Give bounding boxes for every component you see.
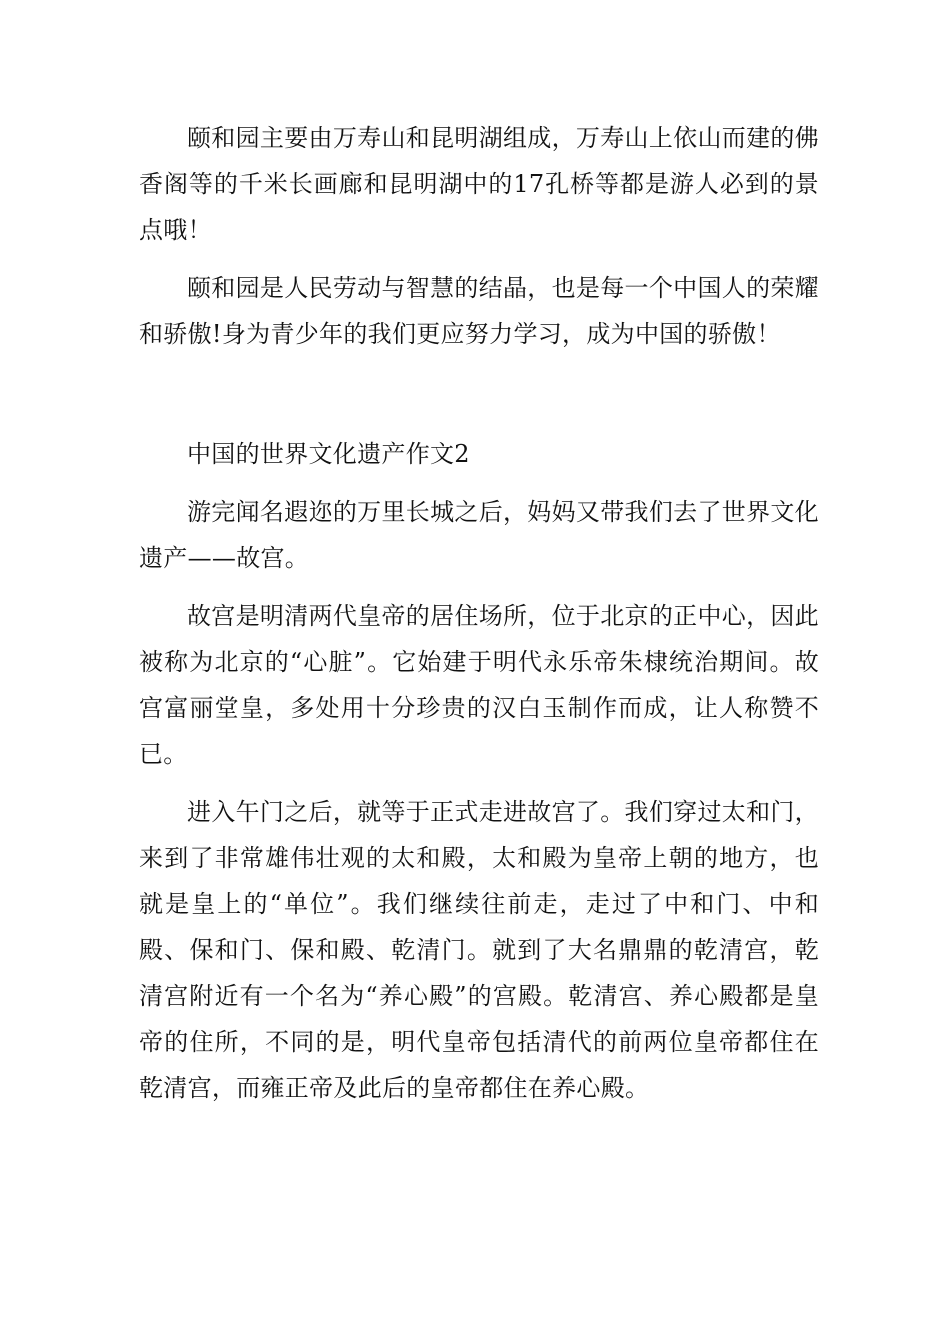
essay-title: 中国的世界文化遗产作文2 [187,440,470,468]
paragraph-forbidden-city-intro: 游完闻名遐迩的万里长城之后，妈妈又带我们去了世界文化遗产——故宫。 [139,498,819,572]
paragraph-summer-palace-pride: 颐和园是人民劳动与智慧的结晶，也是每一个中国人的荣耀和骄傲!身为青少年的我们更应努力学习，成为中国的骄傲！ [139,274,819,348]
paragraph-forbidden-city-tour: 进入午门之后，就等于正式走进故宫了。我们穿过太和门，来到了非常雄伟壮观的太和殿，太和殿为皇帝上朝的地方，也就是皇上的“单位”。我们继续往前走，走过了中和门、中和殿、保和门、保和殿、乾清门。就到了大名鼎鼎的乾清宫，乾清宫附近有一个名为“养心殿”的宫殿。乾清宫、养心殿都是皇帝的住所，不同的是，明代皇帝包括清代的前两位皇帝都住在乾清宫，而雍正帝及此后的皇帝都住在养心殿。 [139,798,819,1102]
paragraph-summer-palace-sights: 颐和园主要由万寿山和昆明湖组成，万寿山上依山而建的佛香阁等的千米长画廊和昆明湖中的17孔桥等都是游人必到的景点哦！ [139,124,819,244]
paragraph-forbidden-city-history: 故宫是明清两代皇帝的居住场所，位于北京的正中心，因此被称为北京的“心脏”。它始建于明代永乐帝朱棣统治期间。故宫富丽堂皇，多处用十分珍贵的汉白玉制作而成，让人称赞不已。 [139,602,819,768]
document-page [139,115,819,1111]
